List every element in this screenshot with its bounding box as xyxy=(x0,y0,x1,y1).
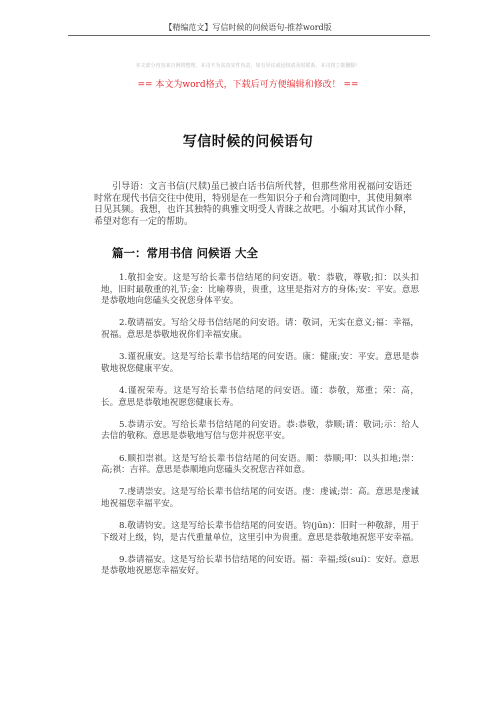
intro-paragraph: 引导语：文言书信(尺牍)虽已被白话书信所代替，但那些常用祝福问安语还时常在现代书信交往中使用，特别是在一些知识分子和台湾同胞中，其使用频率日见其频。我想，也许其独特的典雅文明受人青睐之故吧。小编对其试作小释，希望对您有一定的帮助。 xyxy=(94,182,412,227)
document-title: 写信时候的问候语句 xyxy=(182,134,314,150)
header-divider xyxy=(68,35,430,36)
list-item: 5.恭请示安。写给长辈书信结尾的问安语。恭:恭敬，恭顺;请：敬词;示：给人去信的敬称。意思是恭敬地写信与您并祝您平安。 xyxy=(101,419,419,442)
list-item: 3.谨祝康安。这是写给长辈书信结尾的问安语。康：健康;安：平安。意思是恭敬地祝您健康平安。 xyxy=(101,352,419,374)
intro-block xyxy=(94,182,412,228)
entry-list xyxy=(101,273,419,589)
format-notice: == 本文为word格式，下载后可方便编辑和修改！ == xyxy=(137,80,359,90)
list-item: 6.顺扣崇祺。这是写给长辈书信结尾的问安语。顺：恭顺;叩：以头扣地;崇：高;祺：吉祥。意思是恭顺地向您磕头交祝您吉祥如意。 xyxy=(101,453,419,476)
disclaimer-text: 本文部分内容来自网络整理，本司不为其真实性负责，如有异议或侵权请及时联系，本司将立即删除！ xyxy=(135,63,361,69)
page-header-title: 【精编范文】写信时候的问候语句-推荐word版 xyxy=(164,23,332,32)
section-heading: 篇一：常用书信 问候语 大全 xyxy=(112,246,259,260)
list-item: 4.谨祝荣寿。这是写给长辈书信结尾的问安语。谨：恭敬，郑重；荣：高，长。意思是恭敬地祝愿您健康长寿。 xyxy=(101,385,419,408)
list-item: 2.敬请福安。写给父母书信结尾的问安语。请：敬词，无实在意义;福：幸福，祝福。意思是恭敬地祝你们幸福安康。 xyxy=(101,318,419,340)
list-item: 9.恭请福安。这是写给长辈书信结尾的问安语。福：幸福;绥(suí)：安好。意思是恭敬地祝愿您幸福安好。 xyxy=(101,554,419,577)
list-item: 1.敬扣金安。这是写给长辈书信结尾的问安语。敬：恭敬，尊敬;扣：以头扣地，旧时最敬重的礼节;金：比喻尊贵，贵重，这里是指对方的身体;安：平安。意思是恭敬地向您磕头交祝您身体平安。 xyxy=(101,273,419,307)
list-item: 7.虔请崇安。这是写给长辈书信结尾的问安语。虔：虔诚;崇：高。意思是虔诚地祝福您幸福平安。 xyxy=(101,487,419,509)
list-item: 8.敬请钧安。这是写给长辈书信结尾的问安语。钧(jūn)：旧时一种敬辞，用于下级对上级，钧，是古代重量单位，这里引申为贵重。意思是恭敬地祝您平安幸福。 xyxy=(101,521,419,543)
